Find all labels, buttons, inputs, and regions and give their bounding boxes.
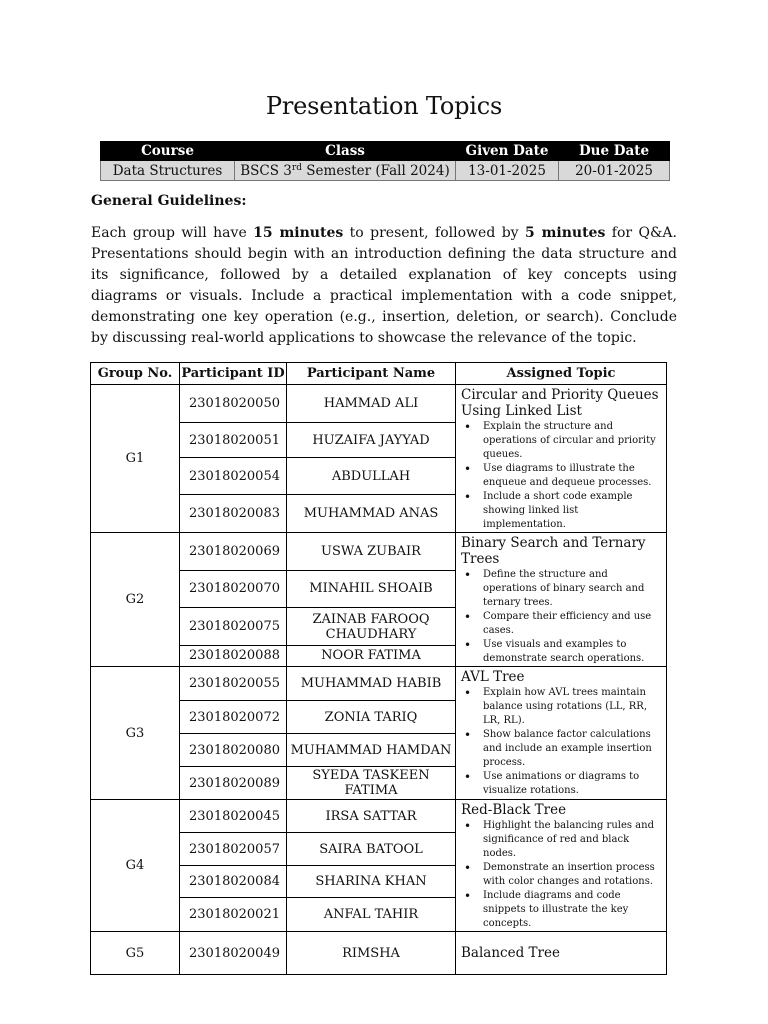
group-cell-g4: G4: [91, 800, 180, 932]
due-date-value: 20-01-2025: [559, 161, 670, 181]
table-row: [91, 667, 667, 701]
participant-name: MINAHIL SHOAIB: [287, 570, 456, 608]
participant-name: USWA ZUBAIR: [287, 533, 456, 571]
group-cell-g2: G2: [91, 533, 180, 667]
group-cell-g1: G1: [91, 385, 180, 533]
participant-id: 23018020054: [180, 458, 287, 495]
course-value: Data Structures: [101, 161, 235, 181]
header-participant-id: Participant ID: [180, 363, 287, 385]
group-cell-g3: G3: [91, 667, 180, 800]
participant-name: ANFAL TAHIR: [287, 897, 456, 931]
participant-id: 23018020051: [180, 422, 287, 458]
participant-id: 23018020049: [180, 932, 287, 975]
participant-name: ZAINAB FAROOQ CHAUDHARY: [287, 608, 456, 646]
topic-bullet: • Highlight the balancing rules and significance of red and black nodes.: [483, 819, 662, 861]
participant-id: 23018020089: [180, 767, 287, 800]
topic-bullet: • Show balance factor calculations and include an example insertion process.: [483, 728, 662, 770]
course-info-row: [101, 161, 670, 181]
participant-id: 23018020070: [180, 570, 287, 608]
class-superscript: rd: [291, 162, 302, 173]
header-assigned-topic: Assigned Topic: [456, 363, 667, 385]
header-due-date: Due Date: [559, 142, 670, 161]
topic-bullet-list: [461, 686, 662, 798]
table-row: [91, 932, 667, 975]
topic-cell-g5: [456, 932, 667, 975]
participant-name: ABDULLAH: [287, 458, 456, 495]
header-course: Course: [101, 142, 235, 161]
topic-bullet-list: [461, 819, 662, 931]
guidelines-text-3: for Q&A. Presentations should begin with an introduction defining the data structure and its significance, followed by a detailed explanation of key concepts using diagrams or visuals. Include a practical implementation with a code snippet, demonstrating one key operation (e.g., insertion, deletion, or search). Conclude by discussing real-world applications to showcase the relevance of the topic.: [91, 225, 677, 346]
participant-name: SYEDA TASKEEN FATIMA: [287, 767, 456, 800]
topic-bullet: • Compare their efficiency and use cases.: [483, 610, 662, 638]
participant-id: 23018020084: [180, 866, 287, 898]
topic-bullet: • Include a short code example showing linked list implementation.: [483, 490, 662, 532]
guidelines-text-1: Each group will have: [91, 225, 254, 241]
participant-name: NOOR FATIMA: [287, 645, 456, 666]
topic-bullet: • Use animations or diagrams to visualize rotations.: [483, 770, 662, 798]
topic-cell-g1: [456, 385, 667, 533]
topic-cell-g2: [456, 533, 667, 667]
topic-title: AVL Tree: [461, 669, 525, 685]
presentation-duration: 15 minutes: [253, 225, 344, 241]
topic-title: Red-Black Tree: [461, 802, 567, 818]
class-prefix: BSCS 3: [240, 162, 292, 179]
participant-name: RIMSHA: [287, 932, 456, 975]
table-row: [91, 533, 667, 571]
participant-name: SAIRA BATOOL: [287, 833, 456, 866]
participant-id: 23018020021: [180, 897, 287, 931]
group-cell-g5: G5: [91, 932, 180, 975]
participant-name: HAMMAD ALI: [287, 385, 456, 423]
topic-cell-g4: [456, 800, 667, 932]
table-row: [91, 800, 667, 833]
participant-id: 23018020057: [180, 833, 287, 866]
topic-bullet: • Demonstrate an insertion process with color changes and rotations.: [483, 861, 662, 889]
topic-bullet: • Use diagrams to illustrate the enqueue and dequeue processes.: [483, 462, 662, 490]
topic-title: Binary Search and Ternary Trees: [461, 535, 646, 567]
topic-bullet: • Include diagrams and code snippets to illustrate the key concepts.: [483, 889, 662, 931]
guidelines-text-2: to present, followed by: [343, 225, 525, 241]
topic-bullet-list: [461, 568, 662, 666]
topic-bullet-list: [461, 420, 662, 532]
header-class: Class: [235, 142, 456, 161]
class-value: [235, 161, 456, 181]
course-info-header-row: [101, 142, 670, 161]
participant-id: 23018020083: [180, 495, 287, 533]
participant-name: HUZAIFA JAYYAD: [287, 422, 456, 458]
participant-id: 23018020045: [180, 800, 287, 833]
participant-id: 23018020055: [180, 667, 287, 701]
participant-name: SHARINA KHAN: [287, 866, 456, 898]
participant-id: 23018020050: [180, 385, 287, 423]
topic-cell-g3: [456, 667, 667, 800]
participant-id: 23018020080: [180, 734, 287, 767]
given-date-value: 13-01-2025: [456, 161, 559, 181]
header-participant-name: Participant Name: [287, 363, 456, 385]
page-title: Presentation Topics: [265, 92, 503, 120]
topic-bullet: • Explain how AVL trees maintain balance using rotations (LL, RR, LR, RL).: [483, 686, 662, 728]
guidelines-paragraph: [91, 223, 677, 349]
topic-bullet: • Define the structure and operations of binary search and ternary trees.: [483, 568, 662, 610]
participant-name: IRSA SATTAR: [287, 800, 456, 833]
participant-id: 23018020072: [180, 701, 287, 734]
participant-id: 23018020088: [180, 645, 287, 666]
table-row: [91, 385, 667, 423]
topic-title: Balanced Tree: [461, 945, 560, 961]
header-given-date: Given Date: [456, 142, 559, 161]
topic-title: Circular and Priority Queues Using Linked List: [461, 387, 659, 419]
participant-name: MUHAMMAD HABIB: [287, 667, 456, 701]
guidelines-heading: General Guidelines:: [91, 193, 247, 209]
class-suffix: Semester (Fall 2024): [301, 162, 450, 179]
participant-id: 23018020069: [180, 533, 287, 571]
participant-name: MUHAMMAD HAMDAN: [287, 734, 456, 767]
topic-bullet: • Explain the structure and operations of circular and priority queues.: [483, 420, 662, 462]
participant-id: 23018020075: [180, 608, 287, 646]
participant-name: MUHAMMAD ANAS: [287, 495, 456, 533]
header-group-no: Group No.: [91, 363, 180, 385]
participant-name: ZONIA TARIQ: [287, 701, 456, 734]
course-info-table: [100, 141, 670, 181]
groups-table: [90, 362, 667, 975]
groups-header-row: [91, 363, 667, 385]
topic-bullet: • Use visuals and examples to demonstrate search operations.: [483, 638, 662, 666]
qa-duration: 5 minutes: [525, 225, 606, 241]
